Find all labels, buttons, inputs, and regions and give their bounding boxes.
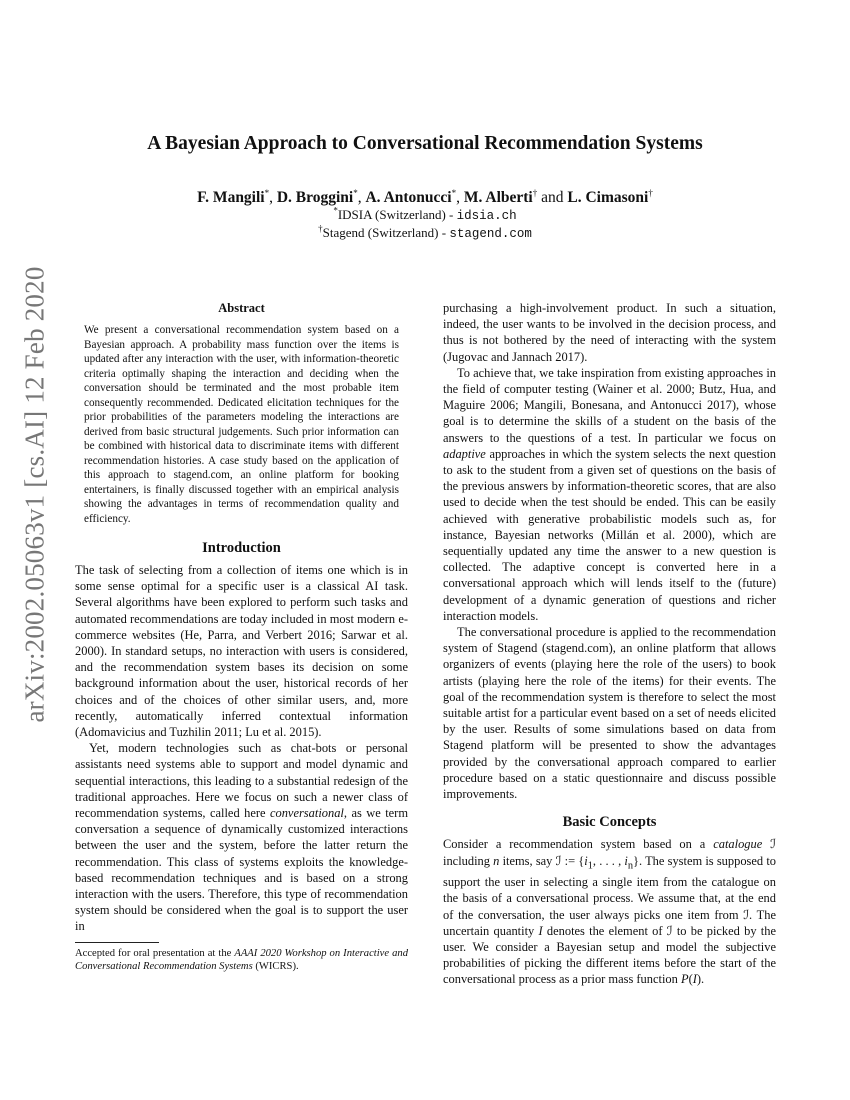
intro-paragraph-4 bbox=[443, 365, 776, 624]
intro-p4-emphasis: adaptive bbox=[443, 446, 486, 461]
affiliation-idsia bbox=[0, 207, 850, 223]
author-name: A. Antonucci bbox=[365, 189, 452, 206]
abstract-text: We present a conversational recommendation system based on a Bayesian approach. A probability mass function over the items is updated after any interaction with the user, with information-theoretic criteria optimally shaping the interaction and deciding when the conversation should be terminated and the most probable item consequently recommended. Dedicated elicitation techniques for the prior probabilities of the parameters modeling the interactions are derived from basic structural judgements. Such prior information can be combined with historical data to discriminate items with different recommendation histories. A case study based on the application of this approach to stagend.com, an online platform for booking entertainers, is finally discussed together with an empirical analysis showing the advantages in terms of recommendation quality and efficiency. bbox=[84, 324, 399, 525]
intro-paragraph-1: The task of selecting from a collection of items one which is in some sense optimal for a specific user is a classical AI task. Several algorithms have been explored to perform such tasks and automated recommendations are today included in most modern e-commerce websites (He, Parra, and Verbert 2016; Sarwar et al. 2000). In standard setups, no interaction with users is considered, and the recommendation system bases its decision on some background information about the user, historical records of her choices and of the choices of other similar users, and, more recently, automatically inferred contextual information (Adomavicius and Tuzhilin 2011; Lu et al. 2015). bbox=[75, 563, 408, 740]
intro-p4-text-a: To achieve that, we take inspiration from existing approaches in the field of computer testing (Wainer et al. 2000; Butz, Hua, and Maguire 2006; Mangili, Bonesana, and Antonucci 2017), whose goal is to determine the skills of a student on the basis of the answers to the questions of a test. In particular we focus on bbox=[443, 365, 776, 445]
intro-p4-text-b: approaches in which the system selects the next question to ask to the student from a given set of questions on the basis of the previous answers by information-theoretic scores, that are also used to decide when the test should be ended. This can be easily achieved with generative probabilistic models such as, for instance, Bayesian networks (Millán et al. 2000), which are sequentially updated any time the answer to a new question is collected. The adaptive concept is converted here in a conversational approach which will lends itself to the (future) development of a dynamic generation of questions and richer interaction models. bbox=[443, 446, 776, 623]
author-name: M. Alberti bbox=[463, 189, 533, 206]
intro-p2-emphasis: conversational bbox=[269, 806, 344, 821]
affiliation-stagend bbox=[0, 225, 850, 241]
footnote-text-b: (WICRS). bbox=[252, 961, 299, 973]
author-list bbox=[0, 189, 850, 207]
author-mark: * bbox=[451, 187, 457, 198]
intro-p2-text-b: , as we term conversation a sequence of dynamically customized interactions between the user and the system, before the latter return the recommendation. This class of systems exploits the knowledge-based recommendation techniques and is based on a strong interaction with the users. Therefore, this type of recommendation system should be considered when the goal is to support the user in bbox=[75, 806, 409, 934]
bc-text: items, say ℐ := { bbox=[499, 853, 585, 868]
bc-text: ( bbox=[688, 972, 693, 987]
bc-math: n bbox=[493, 853, 500, 868]
author-name: F. Mangili bbox=[197, 189, 265, 206]
bc-emphasis: catalogue bbox=[713, 837, 763, 852]
bc-text: ). bbox=[696, 972, 705, 987]
intro-p2-text-a: Yet, modern technologies such as chat-bots or personal assistants need systems able to support and model dynamic and sequential interactions, this leading to a substantial redesign of the traditional approaches. Here we focus on such a newer class of recommendation systems, called here bbox=[75, 741, 408, 821]
affiliation-mark: * bbox=[333, 205, 338, 216]
author-separator: , bbox=[269, 189, 277, 206]
bc-math: P bbox=[680, 972, 689, 987]
introduction-heading: Introduction bbox=[202, 540, 281, 556]
footnote-rule bbox=[75, 942, 159, 943]
affiliation-text: Stagend (Switzerland) - bbox=[322, 225, 450, 240]
author-name: L. Cimasoni bbox=[567, 189, 649, 206]
author-and: and bbox=[537, 189, 568, 206]
author-mark: * bbox=[353, 187, 358, 198]
bc-text: denotes the element of ℐ to be picked by the user. We consider a Bayesian setup and model the subjective probabilities of picking the different items before the start of the conversational process as a prior mass function bbox=[443, 923, 776, 987]
bc-math: I bbox=[538, 923, 543, 938]
affiliation-site: stagend.com bbox=[449, 227, 532, 241]
basic-concepts-paragraph bbox=[443, 836, 776, 987]
bc-text: Consider a recommendation system based on a bbox=[443, 837, 714, 852]
bc-math: i bbox=[584, 853, 588, 868]
author-mark: † bbox=[532, 187, 538, 198]
bc-math: I bbox=[692, 972, 697, 987]
footnote-text-a: Accepted for oral presentation at the bbox=[75, 947, 235, 959]
affiliation-text: IDSIA (Switzerland) - bbox=[337, 207, 457, 222]
basic-concepts-heading: Basic Concepts bbox=[562, 814, 657, 831]
author-name: D. Broggini bbox=[276, 189, 354, 206]
bc-text: }. The system is supposed to support the user in selecting a single item from the catalogue on the basis of a conversational process. We assume that, at the end of the conversation, the user always picks one item from ℐ. The uncertain quantity bbox=[443, 853, 776, 938]
arxiv-stamp bbox=[10, 265, 60, 723]
right-column bbox=[443, 300, 776, 988]
arxiv-stamp-text: arXiv:2002.05063v1 [cs.AI] 12 Feb 2020 bbox=[19, 265, 50, 723]
bc-subscript: n bbox=[627, 859, 634, 871]
author-mark: † bbox=[648, 187, 653, 198]
bc-subscript: 1 bbox=[587, 859, 593, 871]
bc-text: ℐ including bbox=[443, 837, 777, 868]
abstract-heading: Abstract bbox=[218, 301, 265, 315]
paper-title: A Bayesian Approach to Conversational Recommendation Systems bbox=[147, 133, 703, 154]
bc-text: , . . . , bbox=[592, 853, 625, 868]
footnote bbox=[75, 947, 408, 974]
author-separator: , bbox=[357, 189, 366, 206]
footnote-venue: AAAI 2020 Workshop on Interactive and Conversational Recommendation Systems bbox=[75, 947, 408, 973]
author-mark: * bbox=[264, 187, 270, 198]
author-separator: , bbox=[456, 189, 464, 206]
affiliation-site: idsia.ch bbox=[456, 209, 517, 223]
intro-paragraph-2 bbox=[75, 740, 408, 934]
left-column bbox=[75, 300, 408, 974]
intro-paragraph-5: The conversational procedure is applied to the recommendation system of Stagend (stagend.com), an online platform that allows organizers of events (playing here the role of the users) to book artists (playing here the role of the items) for their events. The goal of the recommendation system is therefore to select the most suitable artist for a particular event based on a set of needs elicited by the user. Results of some simulations based on data from Stagend platform will be presented to show the advantages provided by the conversational approach compared to earlier procedure based on a static questionnaire and discuss possible improvements. bbox=[443, 625, 776, 802]
affiliation-mark: † bbox=[318, 223, 323, 234]
intro-paragraph-3: purchasing a high-involvement product. In such a situation, indeed, the user wants to be involved in the decision process, and thus is not bothered by the need of interacting with the system (Jugovac and Jannach 2017). bbox=[443, 301, 776, 364]
bc-math: i bbox=[624, 853, 628, 868]
